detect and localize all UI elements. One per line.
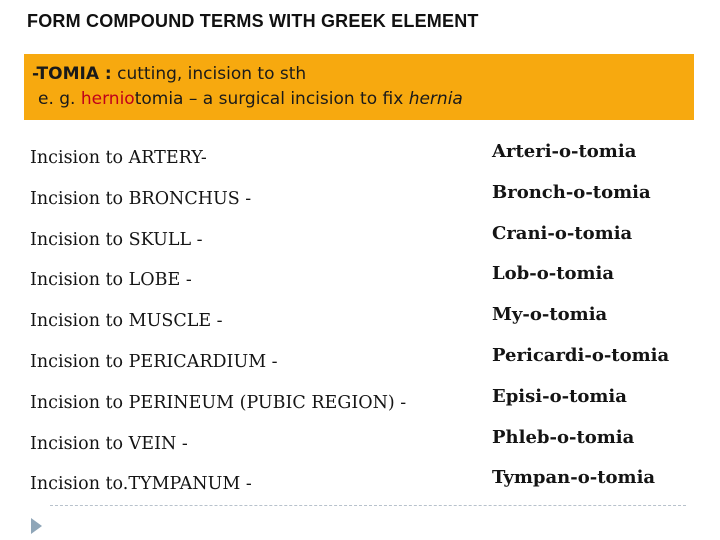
definition-root: -TOMIA : [32, 64, 112, 84]
term-answer: Tympan-o-tomia [492, 467, 656, 489]
term-question: Incision to LOBE - [30, 270, 192, 291]
term-answer: Phleb-o-tomia [492, 426, 635, 448]
term-answer: Crani-o-tomia [492, 222, 633, 244]
term-answer: Bronch-o-tomia [492, 181, 651, 203]
term-answer: Lob-o-tomia [492, 263, 615, 285]
terms-list [30, 138, 710, 505]
definition-meaning: cutting, incision to sth [111, 64, 307, 84]
term-question: Incision to PERICARDIUM - [30, 351, 278, 372]
term-row [30, 342, 710, 383]
term-answer: Arteri-o-tomia [492, 141, 637, 162]
footer-divider [50, 505, 686, 506]
term-row [30, 260, 710, 301]
term-question: Incision to VEIN - [30, 433, 188, 454]
term-question: Incision to.TYMPANUM - [30, 474, 252, 495]
example-prefix: e. g. [38, 89, 81, 109]
term-answer: My-o-tomia [492, 304, 608, 326]
term-row [30, 383, 710, 424]
term-row [30, 464, 710, 505]
term-row [30, 424, 710, 465]
term-row [30, 301, 710, 342]
example-italic-term: hernia [408, 89, 463, 109]
term-answer: Episi-o-tomia [492, 385, 627, 407]
example-line [32, 87, 694, 112]
term-question: Incision to MUSCLE - [30, 311, 223, 332]
term-question: Incision to SKULL - [30, 229, 203, 250]
term-question: Incision to BRONCHUS - [30, 188, 252, 209]
term-question: Incision to PERINEUM (PUBIC REGION) - [30, 392, 407, 413]
term-row [30, 220, 710, 261]
term-row [30, 179, 710, 220]
term-question: Incision to ARTERY- [30, 148, 207, 168]
example-rest: tomia – a surgical incision to fix [134, 89, 409, 109]
definition-box [24, 54, 694, 120]
definition-line [32, 62, 694, 87]
triangle-right-icon[interactable] [31, 518, 42, 534]
example-highlight: hernio [80, 89, 135, 109]
term-answer: Pericardi-o-tomia [492, 344, 670, 366]
term-row [30, 138, 710, 179]
slide-title: FORM COMPOUND TERMS WITH GREEK ELEMENT [27, 11, 479, 31]
